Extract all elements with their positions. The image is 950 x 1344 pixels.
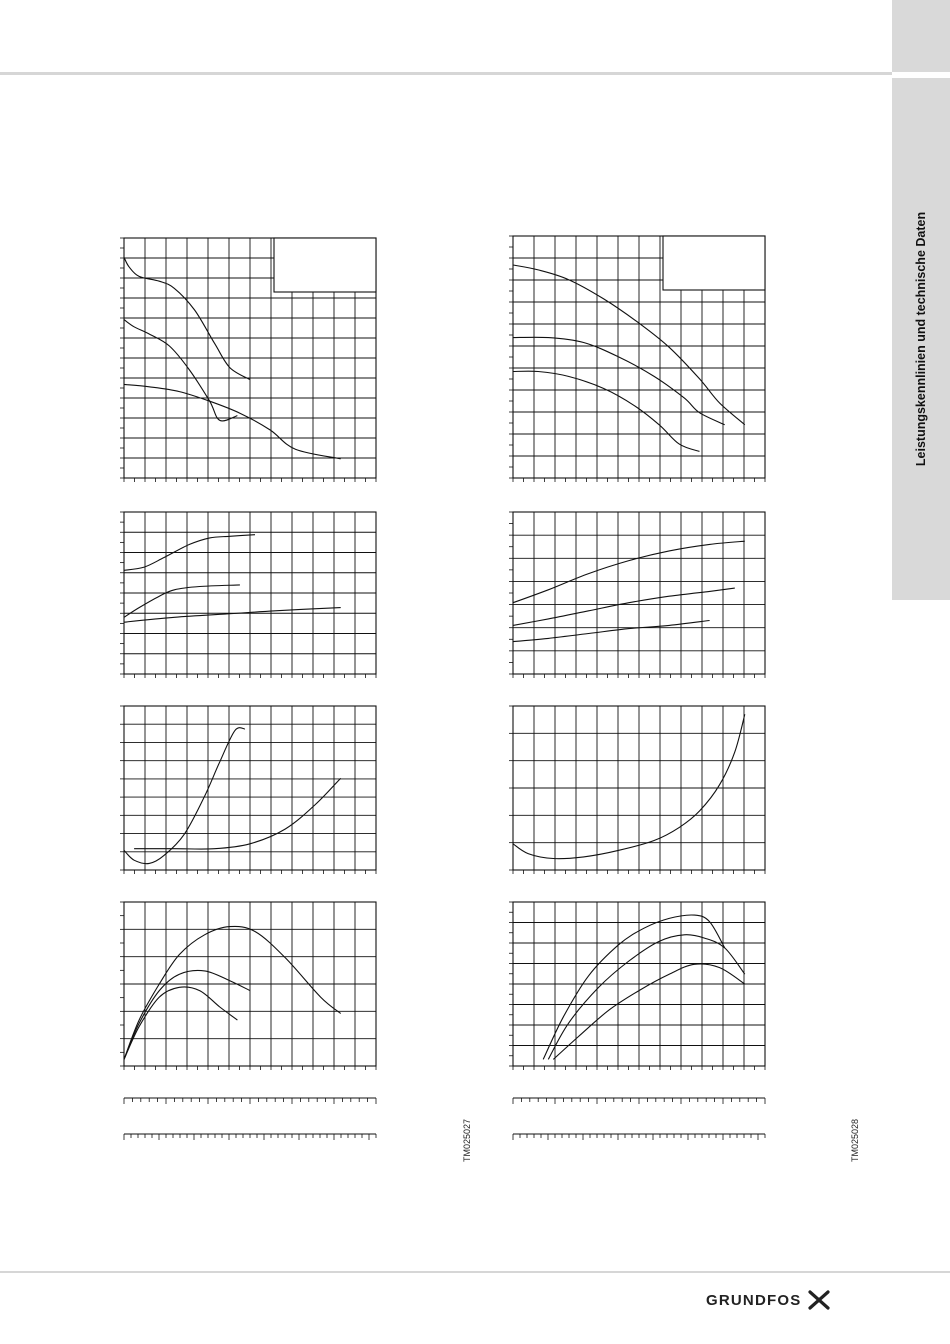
flow-scale-left-1 bbox=[124, 1098, 376, 1104]
footer-rule bbox=[0, 1271, 950, 1273]
chart-panel-left-efficiency bbox=[120, 902, 376, 1070]
flow-scale-left-2 bbox=[124, 1134, 376, 1140]
chart-panel-left-npsh bbox=[120, 706, 376, 874]
legend-box bbox=[663, 236, 765, 290]
curve-left-npsh-1 bbox=[124, 728, 245, 864]
brand-name: GRUNDFOS bbox=[706, 1291, 802, 1309]
curve-left-npsh-2 bbox=[134, 778, 341, 849]
curve-right-power-1 bbox=[513, 541, 745, 603]
curve-right-efficiency-2 bbox=[548, 935, 745, 1060]
chart-panel-right-power bbox=[509, 512, 765, 678]
curve-left-efficiency-1 bbox=[124, 926, 341, 1059]
curve-left-power-2 bbox=[124, 585, 240, 617]
legend-box bbox=[274, 238, 376, 292]
flow-scale-right-2 bbox=[513, 1134, 765, 1140]
sidebar-section-label: Leistungskennlinien und technische Daten bbox=[914, 211, 928, 467]
brand-logo bbox=[706, 1288, 831, 1312]
curve-left-head-2 bbox=[124, 320, 237, 421]
curve-left-head-3 bbox=[124, 384, 341, 458]
curve-right-power-3 bbox=[513, 621, 710, 642]
chart-panel-right-efficiency bbox=[509, 902, 765, 1070]
figure-code-right: TM025028 bbox=[850, 1118, 860, 1162]
curve-right-head-3 bbox=[513, 371, 700, 451]
curve-left-efficiency-3 bbox=[124, 987, 237, 1060]
curve-right-npsh-1 bbox=[513, 714, 745, 858]
chart-panel-right-head bbox=[509, 236, 765, 482]
curve-right-power-2 bbox=[513, 588, 735, 625]
curve-left-power-3 bbox=[124, 608, 341, 623]
chart-panel-left-head bbox=[120, 238, 376, 482]
chart-panel-right-npsh bbox=[509, 706, 765, 874]
chart-panel-left-power bbox=[120, 512, 376, 678]
figure-code-left: TM025027 bbox=[462, 1118, 472, 1162]
flow-scale-right-1 bbox=[513, 1098, 765, 1104]
grundfos-x-icon bbox=[807, 1289, 831, 1311]
